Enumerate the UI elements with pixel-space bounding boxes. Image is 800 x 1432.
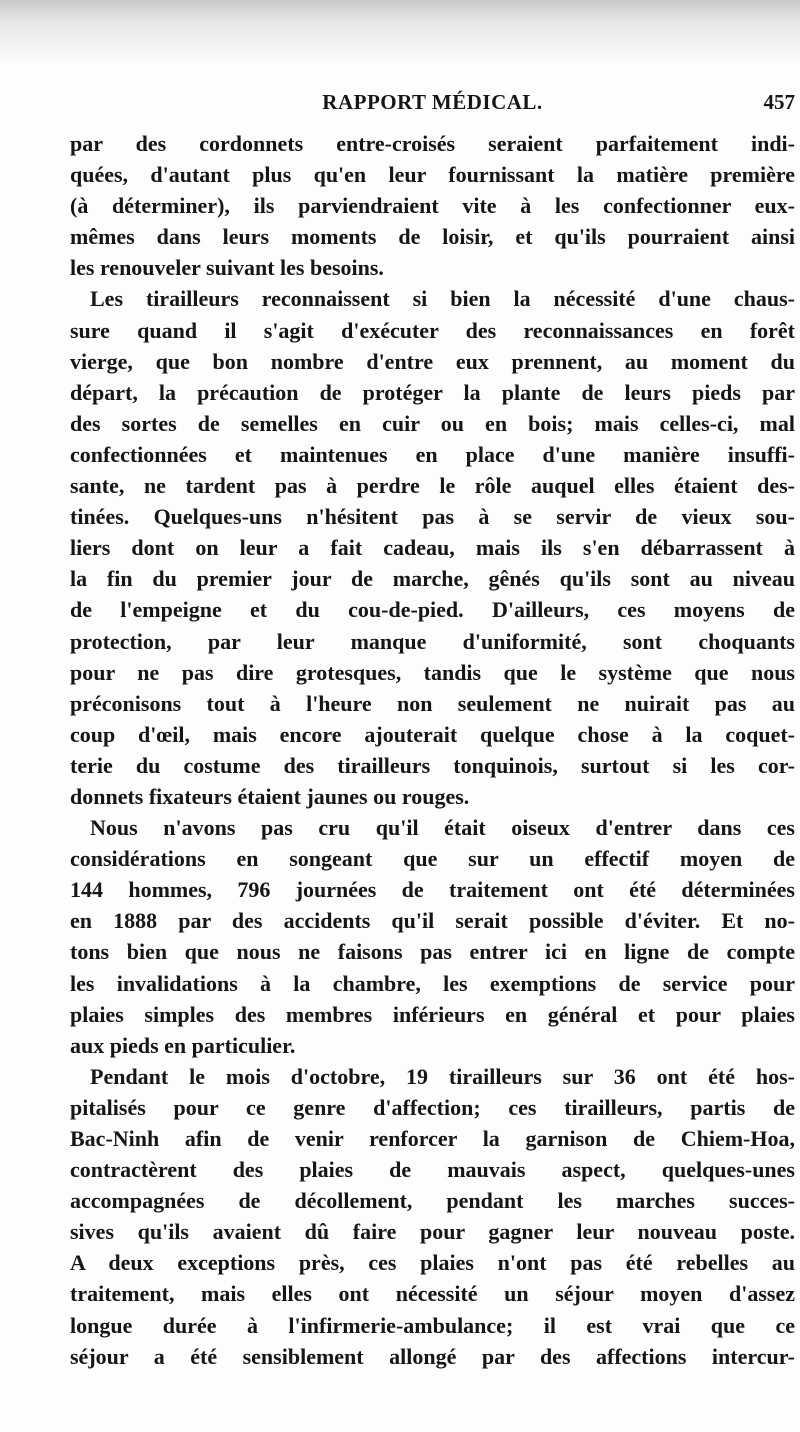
text-line: terie du costume des tirailleurs tonquinois, surtout si les cor- — [70, 752, 795, 778]
text-line: donnets fixateurs étaient jaunes ou rouges. — [70, 783, 470, 809]
scan-edge-shadow — [0, 0, 800, 60]
text-line: mêmes dans leurs moments de loisir, et qu'ils pourraient ainsi — [70, 224, 795, 250]
text-line: de l'empeigne et du cou-de-pied. D'ailleurs, ces moyens de — [70, 597, 795, 623]
text-line: départ, la précaution de protéger la plante de leurs pieds par — [70, 379, 795, 405]
text-line: protection, par leur manque d'uniformité, sont choquants — [70, 628, 795, 654]
text-line: considérations en songeant que sur un effectif moyen de — [70, 846, 795, 872]
text-line: tons bien que nous ne faisons pas entrer ici en ligne de compte — [70, 939, 795, 965]
text-line: pour ne pas dire grotesques, tandis que le système que nous — [70, 659, 795, 685]
paragraph — [70, 1061, 795, 1372]
text-line: la fin du premier jour de marche, gênés qu'ils sont au niveau — [70, 566, 795, 592]
text-line: Les tirailleurs reconnaissent si bien la nécessité d'une chaus- — [90, 286, 795, 312]
paragraph — [70, 812, 795, 1061]
text-line: liers dont on leur a fait cadeau, mais ils s'en débarrassent à — [70, 535, 795, 561]
text-line: traitement, mais elles ont nécessité un séjour moyen d'assez — [70, 1281, 795, 1307]
body-text — [70, 128, 795, 1372]
text-line: accompagnées de décollement, pendant les marches succes- — [70, 1188, 795, 1214]
text-line: Nous n'avons pas cru qu'il était oiseux d'entrer dans ces — [90, 815, 795, 841]
text-line: par des cordonnets entre-croisés seraient parfaitement indi- — [70, 131, 795, 156]
text-line: des sortes de semelles en cuir ou en bois; mais celles-ci, mal — [70, 410, 795, 436]
text-line: confectionnées et maintenues en place d'une manière insuffi- — [70, 441, 795, 467]
text-line: sives qu'ils avaient dû faire pour gagner leur nouveau poste. — [70, 1219, 795, 1245]
page-number: 457 — [763, 90, 795, 114]
text-line: sure quand il s'agit d'exécuter des reconnaissances en forêt — [70, 317, 795, 343]
text-line: aux pieds en particulier. — [70, 1032, 296, 1058]
running-title: RAPPORT MÉDICAL. — [322, 90, 543, 114]
text-line: sante, ne tardent pas à perdre le rôle auquel elles étaient des- — [70, 473, 795, 499]
text-line: contractèrent des plaies de mauvais aspect, quelques-unes — [70, 1157, 795, 1183]
paragraph — [70, 283, 795, 812]
text-line: tinées. Quelques-uns n'hésitent pas à se servir de vieux sou- — [70, 504, 795, 530]
paragraph — [70, 128, 795, 283]
text-line: les invalidations à la chambre, les exemptions de service pour — [70, 970, 795, 996]
page-header — [70, 90, 795, 120]
text-line: vierge, que bon nombre d'entre eux prennent, au moment du — [70, 348, 795, 374]
text-line: 144 hommes, 796 journées de traitement ont été déterminées — [70, 877, 795, 903]
text-line: préconisons tout à l'heure non seulement ne nuirait pas au — [70, 690, 795, 716]
text-line: A deux exceptions près, ces plaies n'ont pas été rebelles au — [70, 1250, 795, 1276]
text-line: pitalisés pour ce genre d'affection; ces tirailleurs, partis de — [70, 1094, 795, 1120]
text-line: longue durée à l'infirmerie-ambulance; il est vrai que ce — [70, 1312, 795, 1338]
text-line: quées, d'autant plus qu'en leur fournissant la matière première — [70, 162, 795, 188]
text-line: Bac-Ninh afin de venir renforcer la garnison de Chiem-Hoa, — [70, 1126, 795, 1151]
text-line: (à déterminer), ils parviendraient vite à les confectionner eux- — [70, 193, 795, 219]
text-line: Pendant le mois d'octobre, 19 tirailleurs sur 36 ont été hos- — [90, 1063, 795, 1089]
text-line: coup d'œil, mais encore ajouterait quelque chose à la coquet- — [70, 721, 795, 747]
text-line: séjour a été sensiblement allongé par des affections intercur- — [70, 1343, 795, 1369]
text-line: plaies simples des membres inférieurs en général et pour plaies — [70, 1001, 795, 1027]
text-line: en 1888 par des accidents qu'il serait possible d'éviter. Et no- — [70, 908, 795, 934]
text-line: les renouveler suivant les besoins. — [70, 255, 384, 281]
